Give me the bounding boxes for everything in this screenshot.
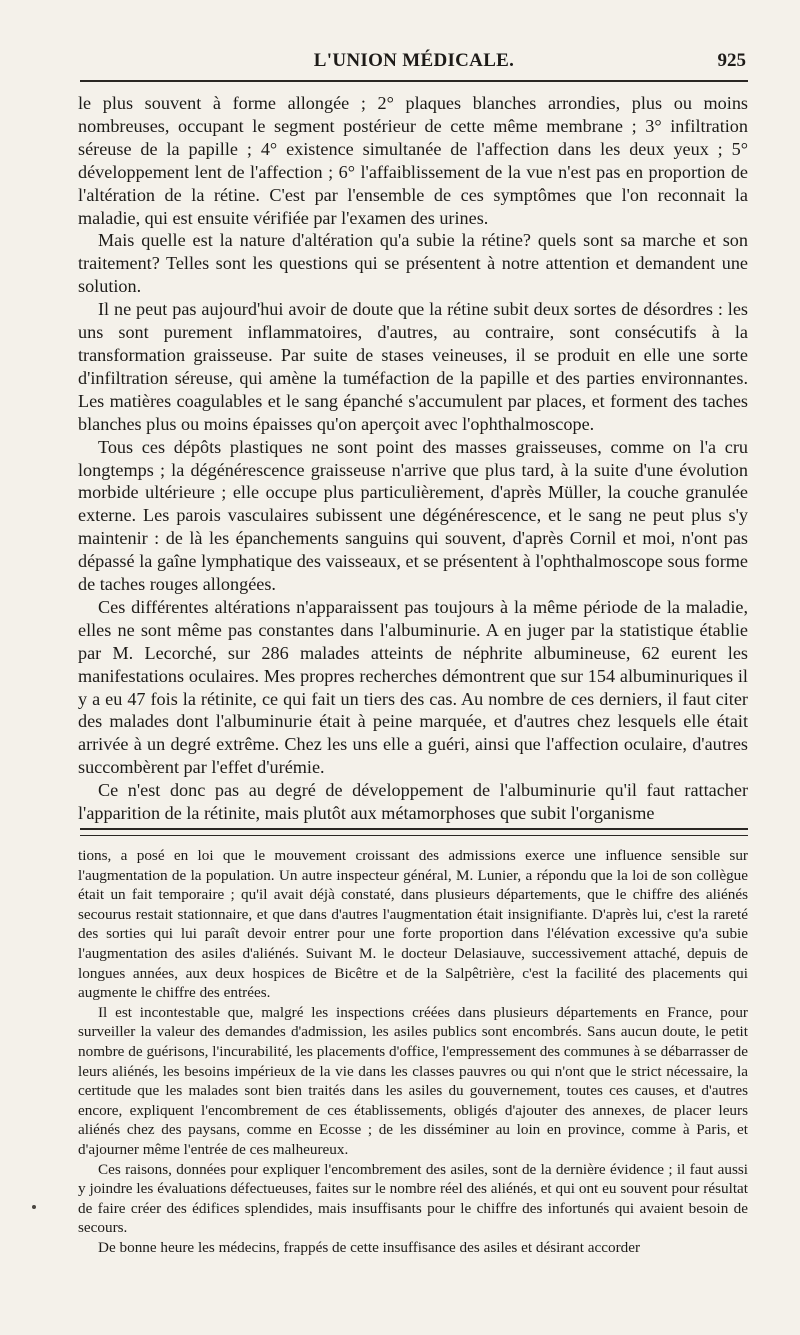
- paragraph: Il ne peut pas aujourd'hui avoir de doute que la rétine subit deux sortes de désordres : les uns sont purement inflammatoires, d'autres, au contraire, sont consécutifs à la transformation graisseuse. Par suite de stases veineuses, il se produit en elle une sorte d'infiltration séreuse, qui amène la tuméfaction de la papille et des parties environnantes. Les matières coagulables et le sang épanché s'accumulent par places, et forment des taches blanches plus ou moins épaisses qu'on aperçoit avec l'ophthalmoscope.: [78, 299, 748, 434]
- main-text: [78, 92, 748, 825]
- page-number: 925: [717, 50, 746, 71]
- header-rule: [80, 80, 748, 82]
- running-title: L'UNION MÉDICALE.: [313, 50, 515, 71]
- footnote-paragraph: De bonne heure les médecins, frappés de cette insuffisance des asiles et désirant accorder: [98, 1238, 641, 1256]
- paragraph: le plus souvent à forme allongée ; 2° plaques blanches arrondies, plus ou moins nombreuses, occupant le segment postérieur de cette même membrane ; 3° infiltration séreuse de la papille ; 4° existence simultanée de l'affection dans les deux yeux ; 5° développement lent de l'affection ; 6° l'affaiblissement de la vue n'est pas en proportion de l'altération de la rétine. C'est par l'ensemble de ces symptômes que l'on reconnait la maladie, qui est ensuite vérifiée par l'examen des urines.: [78, 93, 748, 228]
- footnote-paragraph: Ces raisons, données pour expliquer l'encombrement des asiles, sont de la dernière évidence ; il faut aussi y joindre les évaluations défectueuses, faites sur le nombre réel des aliénés, et qui ont eu souvent pour résultat de faire créer des édifices splendides, mais insuffisants pour le chiffre des infortunés qui avaient besoin de secours.: [78, 1160, 748, 1237]
- paragraph: Mais quelle est la nature d'altération qu'a subie la rétine? quels sont sa marche et son traitement? Telles sont les questions qui se présentent à notre attention et demandent une solution.: [78, 230, 748, 297]
- paragraph: Ce n'est donc pas au degré de développement de l'albuminurie qu'il faut rattacher l'apparition de la rétinite, mais plutôt aux métamorphoses que subit l'organisme: [78, 780, 748, 824]
- footnote-paragraph: Il est incontestable que, malgré les inspections créées dans plusieurs départements en France, pour surveiller la valeur des demandes d'admission, les asiles publics sont encombrés. Sans aucun doute, le petit nombre de guérisons, l'incurabilité, les placements d'office, l'empressement des communes à se débarrasser de leurs aliénés, les besoins impérieux de la vie dans les classes pauvres ou qui n'ont que le strict nécessaire, la certitude que les malades sont bien traités dans les asiles du gouvernement, toutes ces causes, et d'autres encore, expliquent l'encombrement de ces établissements, obligés d'ajouter des annexes, de placer leurs aliénés chez des paysans, comme en Ecosse ; de les disséminer au loin en province, comme à Paris, et d'ajourner même l'entrée de ces malheureux.: [78, 1003, 748, 1158]
- footnote-paragraph: tions, a posé en loi que le mouvement croissant des admissions exerce une influence sensible sur l'augmentation de la population. Un autre inspecteur général, M. Lunier, a répondu que la loi de son collègue était un fait temporaire ; qu'il avait déjà constaté, dans plusieurs départements, que le chiffre des aliénés secourus restait stationnaire, et que dans d'autres l'augmentation était insignifiante. D'après lui, c'est la rareté des sorties qui lui paraît devoir entrer pour une forte proportion dans l'élévation excessive qu'a subie l'augmentation des asiles d'aliénés. Suivant M. le docteur Delasiauve, successivement attaché, depuis de longues années, aux deux hospices de Bicêtre et de la Salpêtrière, c'est la facilité des placements qui augmente le chiffre des entrées.: [78, 847, 748, 1002]
- footnote-rule: [80, 828, 748, 836]
- footnote-text: [78, 846, 748, 1257]
- paragraph: Tous ces dépôts plastiques ne sont point des masses graisseuses, comme on l'a cru longtemps ; la dégénérescence graisseuse n'arrive que plus tard, à la suite d'une évolution morbide ultérieure ; elle occupe plus particulièrement, d'après Müller, la couche granulée externe. Les parois vasculaires subissent une dégénérescence, et le sang ne peut plus s'y maintenir : de là les épanchements sanguins qui souvent, d'après Cornil et moi, n'ont pas dépassé la gaîne lymphatique des vaisseaux, et se présentent à l'ophthalmoscope sous forme de taches rouges allongées.: [78, 436, 748, 595]
- paragraph: Ces différentes altérations n'apparaissent pas toujours à la même période de la maladie, elles ne sont même pas constantes dans l'albuminurie. A en juger par la statistique établie par M. Lecorché, sur 286 malades atteints de néphrite albumineuse, 62 eurent les manifestations oculaires. Mes propres recherches démontrent que sur 154 albuminuriques il y a eu 47 fois la rétinite, ce qui fait un tiers des cas. Au nombre de ces derniers, il faut citer des malades dont l'albuminurie était à peine marquée, et d'autres chez lesquels elle était arrivée à un degré extrême. Chez les uns elle a guéri, ainsi que l'affection oculaire, d'autres succombèrent par l'effet d'urémie.: [78, 596, 748, 778]
- running-header: [80, 48, 748, 78]
- margin-speck: [32, 1205, 36, 1209]
